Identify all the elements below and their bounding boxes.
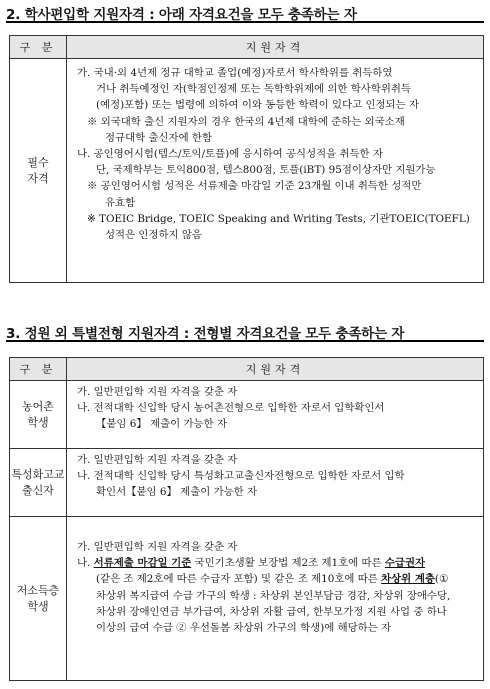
section2-table	[9, 35, 484, 283]
section3-table	[9, 357, 484, 681]
row-content-required	[67, 59, 484, 283]
section3-title-underline	[6, 340, 484, 342]
near-poverty-emphasis: 차상위 계층	[381, 573, 435, 586]
text-line: 단, 국제학부는 토익800점, 텝스800점, 토플(iBT) 95점이상자만 지원가능	[96, 164, 436, 177]
row-label-low-income: 저소득층 학생	[10, 517, 67, 681]
text-line: 나. 서류제출 마감일 기준 국민기초생활 보장법 제2조 제1호에 따른 수급권자	[77, 557, 426, 570]
text-line: (같은 조 제2호에 따른 수급자 포함) 및 같은 조 제10호에 따른 차상위 계층(①	[96, 573, 449, 586]
text-line: 【붙임 6】 제출이 가능한 자	[96, 418, 227, 431]
column-header-category: 구 분	[10, 358, 67, 381]
text-line: 나. 전적대학 신입학 당시 농어촌전형으로 입학한 자로서 입학확인서	[77, 402, 385, 415]
text-line: 나. 전적대학 신입학 당시 특성화고교출신자전형으로 입학한 자로서 입학	[77, 470, 405, 483]
text-line: 가. 일반편입학 지원 자격을 갖춘 자	[77, 541, 238, 553]
text-line: 나. 공인영어시험(텝스/토익/토플)에 응시하여 공식성적을 취득한 자	[77, 148, 383, 161]
column-header-category: 구 분	[10, 36, 67, 59]
table-row-low-income	[10, 517, 484, 681]
row-content-vocational	[67, 449, 484, 517]
row-content-low-income	[67, 517, 484, 681]
text-line: ※ 공인영어시험 성적은 서류제출 마감일 기준 23개월 이내 취득한 성적만	[87, 180, 422, 193]
text-line: 유효함	[105, 196, 136, 209]
column-header-qualification: 지원자격	[67, 358, 484, 381]
text-line: 가. 국내·외 4년제 정규 대학교 졸업(예정)자로서 학사학위를 취득하였	[77, 67, 393, 79]
deadline-emphasis: 서류제출 마감일 기준	[93, 557, 192, 570]
text-line: 거나 취득예정인 자(학점인정제 또는 독학학위제에 의한 학사학위취득	[96, 83, 411, 96]
section2-title: 2. 학사편입학 지원자격 : 아래 자격요건을 모두 충족하는 자	[6, 7, 357, 23]
row-label-rural: 농어촌 학생	[10, 381, 67, 449]
section3-header-row	[10, 358, 484, 381]
text-line: 확인서【붙임 6】 제출이 가능한 자	[96, 486, 258, 499]
text-line: 가. 일반편입학 지원 자격을 갖춘 자	[77, 386, 238, 398]
text-line: ※ 외국대학 출신 지원자의 경우 한국의 4년제 대학에 준하는 외국소재	[87, 115, 405, 128]
section2-header-row	[10, 36, 484, 59]
column-header-qualification: 지원자격	[67, 36, 484, 59]
text-line: 차상위 장애인연금 부가급여, 차상위 자활 급여, 한부모가정 지원 사업 중 하나	[96, 605, 447, 618]
section2-title-underline	[6, 21, 484, 23]
section3-title: 3. 정원 외 특별전형 지원자격 : 전형별 자격요건을 모두 충족하는 자	[6, 326, 405, 342]
table-row-required	[10, 59, 484, 283]
recipient-emphasis: 수급권자	[384, 557, 426, 570]
row-label-required: 필수 자격	[10, 59, 67, 283]
text-line: 가. 일반편입학 지원 자격을 갖춘 자	[77, 454, 238, 466]
row-content-rural	[67, 381, 484, 449]
text-line: (예정)포함) 또는 법령에 의하여 이와 동등한 학력이 있다고 인정되는 자	[96, 99, 419, 112]
text-line: 이상의 급여 수급 ② 우선돌봄 차상위 가구의 학생)에 해당하는 자	[96, 622, 392, 635]
row-label-vocational: 특성화고교 출신자	[10, 449, 67, 517]
text-line: ※ TOEIC Bridge, TOEIC Speaking and Writing Tests, 기관TOEIC(TOEFL)	[87, 212, 470, 225]
table-row-vocational	[10, 449, 484, 517]
text-line: 정규대학 출신자에 한함	[105, 131, 212, 144]
table-row-rural	[10, 381, 484, 449]
text-line: 성적은 인정하지 않음	[105, 229, 202, 242]
text-line: 차상위 복지급여 수급 가구의 학생 : 차상위 본인부담금 경감, 차상위 장애수당,	[96, 589, 451, 602]
